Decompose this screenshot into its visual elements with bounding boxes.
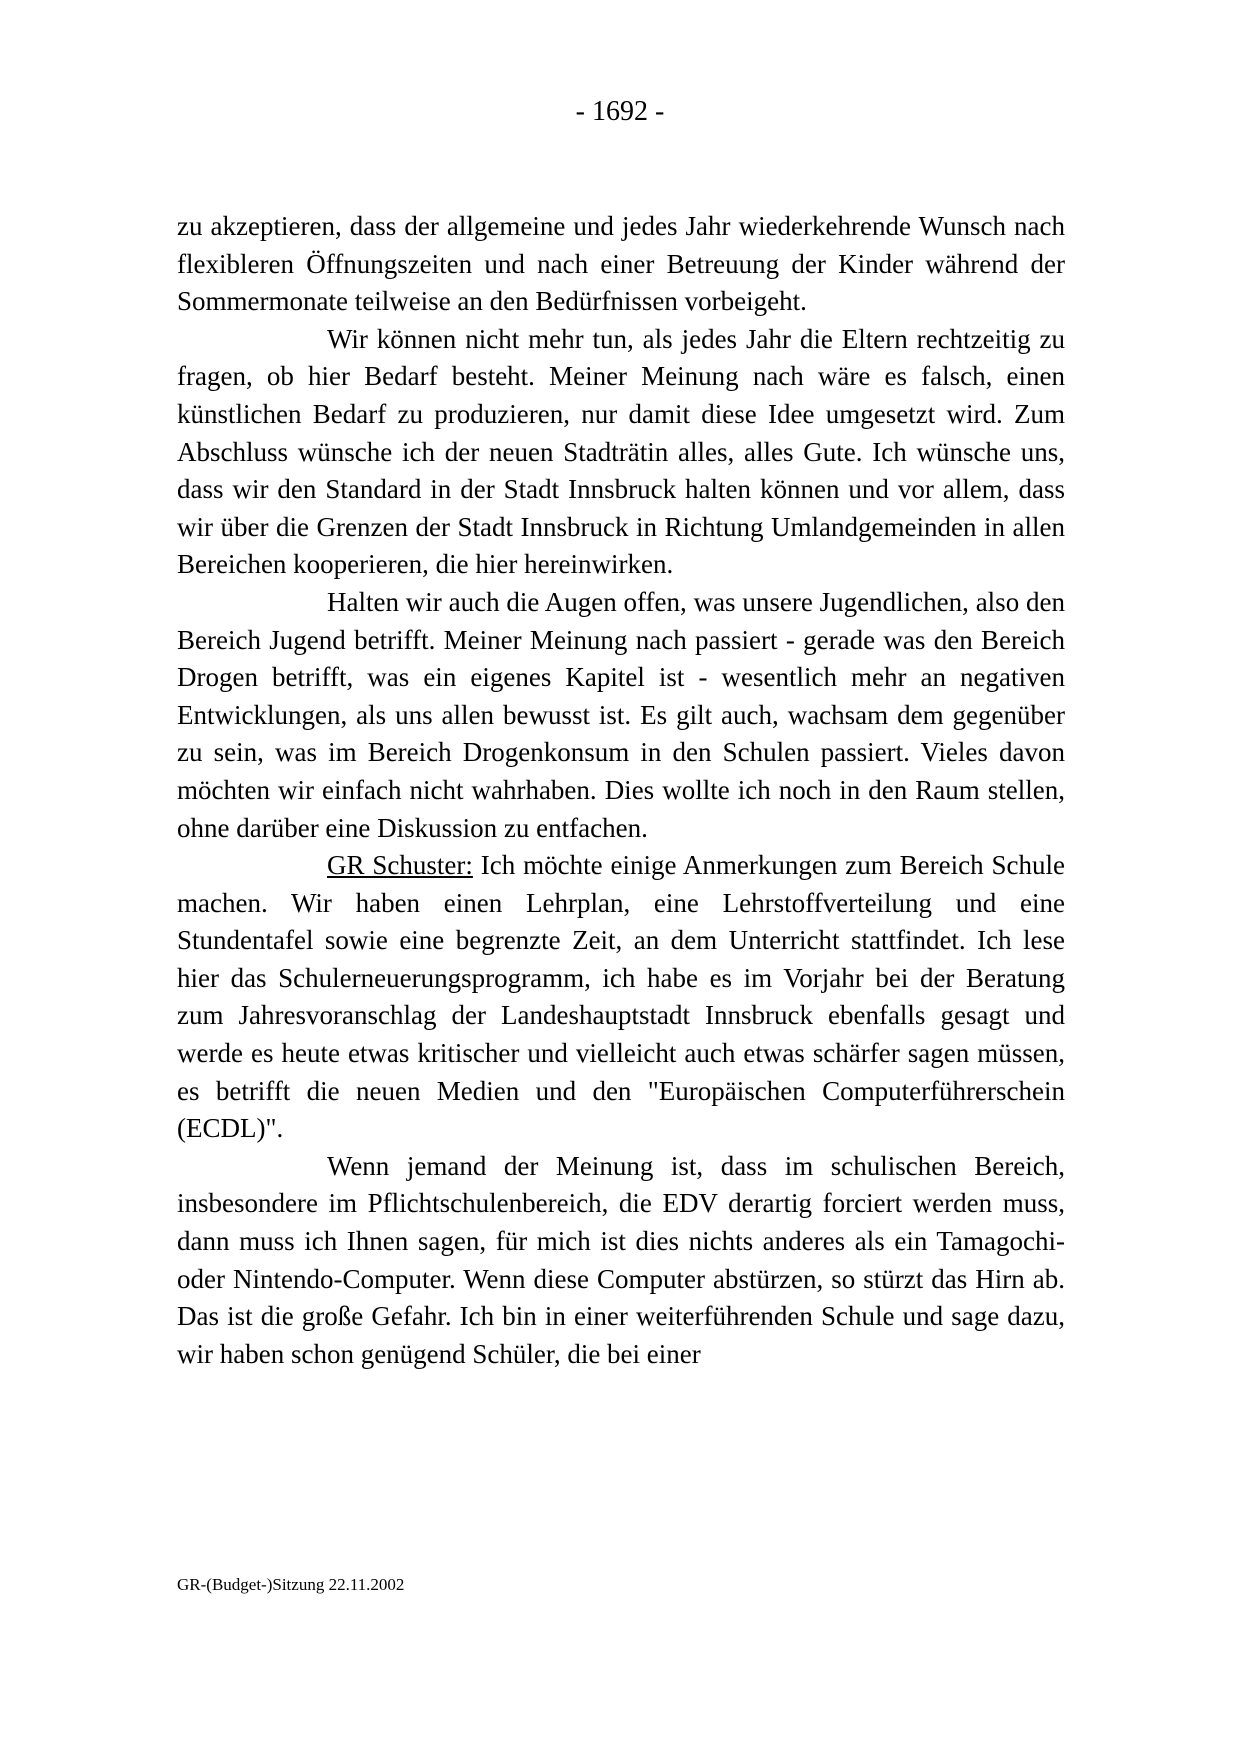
document-body (177, 208, 1065, 1373)
paragraph-5: Wenn jemand der Meinung ist, dass im schulischen Bereich, insbesondere im Pflichtschulenbereich, die EDV derartig forciert werden muss, dann muss ich Ihnen sagen, für mich ist dies nichts anderes als ein Tamagochi- oder Nintendo-Computer. Wenn diese Computer abstürzen, so stürzt das Hirn ab. Das ist die große Gefahr. Ich bin in einer weiterführenden Schule und sage dazu, wir haben schon genügend Schüler, die bei einer (177, 1150, 1065, 1369)
page-number: - 1692 - (575, 96, 665, 127)
paragraph-4-text: Ich möchte einige Anmerkungen zum Bereich Schule machen. Wir haben einen Lehrplan, eine Lehrstoffverteilung und eine Stundentafel sowie eine begrenzte Zeit, an dem Unterricht stattfindet. Ich lese hier das Schulerneuerungsprogramm, ich habe es im Vorjahr bei der Beratung zum Jahresvoranschlag der Landeshauptstadt Innsbruck ebenfalls gesagt und werde es heute etwas kritischer und vielleicht auch etwas schärfer sagen müssen, es betrifft die neuen Medien und den "Europäischen Computerführerschein (ECDL)". (177, 850, 1066, 1144)
paragraph-2: Wir können nicht mehr tun, als jedes Jahr die Eltern rechtzeitig zu fragen, ob hier Bedarf besteht. Meiner Meinung nach wäre es falsch, einen künstlichen Bedarf zu produzieren, nur damit diese Idee umgesetzt wird. Zum Abschluss wünsche ich der neuen Stadträtin alles, alles Gute. Ich wünsche uns, dass wir den Standard in der Stadt Innsbruck halten können und vor allem, dass wir über die Grenzen der Stadt Innsbruck in Richtung Umlandgemeinden in allen Bereichen kooperieren, die hier hereinwirken. (177, 323, 1065, 580)
footer-session-label: GR-(Budget-)Sitzung 22.11.2002 (177, 1575, 405, 1594)
speaker-name: GR Schuster: (327, 850, 473, 881)
paragraph-4 (177, 847, 1065, 1148)
paragraph-3: Halten wir auch die Augen offen, was unsere Jugendlichen, also den Bereich Jugend betrifft. Meiner Meinung nach passiert - gerade was den Bereich Drogen betrifft, was ein eigenes Kapitel ist - wesentlich mehr an negativen Entwicklungen, als uns allen bewusst ist. Es gilt auch, wachsam dem gegenüber zu sein, was im Bereich Drogenkonsum in den Schulen passiert. Vieles davon möchten wir einfach nicht wahrhaben. Dies wollte ich noch in den Raum stellen, ohne darüber eine Diskussion zu entfachen. (177, 586, 1065, 843)
paragraph-1: zu akzeptieren, dass der allgemeine und jedes Jahr wiederkehrende Wunsch nach flexibleren Öffnungszeiten und nach einer Betreuung der Kinder während der Sommermonate teilweise an den Bedürfnissen vorbeigeht. (177, 211, 1065, 317)
